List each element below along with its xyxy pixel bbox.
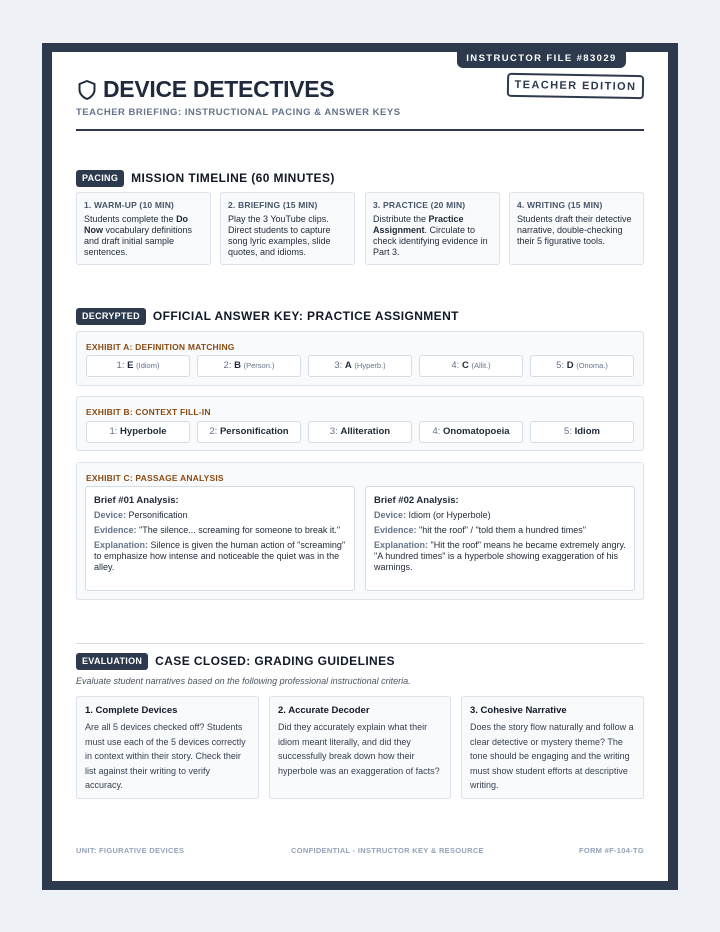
evaluation-intro: Evaluate student narratives based on the following professional instructional criteria.: [76, 676, 411, 686]
timeline-card-heading: 2. BRIEFING (15 MIN): [228, 200, 318, 210]
timeline-card-body: Students complete the Do Now vocabulary definitions and draft initial sample sentences.: [84, 214, 193, 257]
exhibit-b-label: EXHIBIT B: CONTEXT FILL-IN: [86, 407, 211, 417]
criteria-body: Did they accurately explain what their idiom meant literally, and did they successfully break down how their hyperbole was an exaggeration of facts?: [278, 722, 440, 776]
matching-answer-3: 3: A (Hyperb.): [308, 355, 412, 377]
pacing-badge: PACING: [76, 170, 124, 187]
timeline-card-warmup: [76, 192, 211, 265]
fill-in-answer-4: 4: Onomatopoeia: [419, 421, 523, 443]
criteria-heading: 2. Accurate Decoder: [278, 705, 370, 716]
fill-in-answer-3: 3: Alliteration: [308, 421, 412, 443]
fill-in-answer-5: 5: Idiom: [530, 421, 634, 443]
fill-in-answer-1: 1: Hyperbole: [86, 421, 190, 443]
page-title: DEVICE DETECTIVES: [103, 76, 335, 102]
matching-answer-2: 2: B (Person.): [197, 355, 301, 377]
matching-answer-1: 1: E (Idiom): [86, 355, 190, 377]
exhibit-c-label: EXHIBIT C: PASSAGE ANALYSIS: [86, 473, 224, 483]
matching-answer-5: 5: D (Onoma.): [530, 355, 634, 377]
timeline-card-practice: [365, 192, 500, 265]
brief-device: Device: Personification: [94, 510, 188, 520]
answer-key-section-header: [76, 307, 459, 325]
teacher-edition-stamp: TEACHER EDITION: [507, 73, 644, 99]
instructor-file-tab: INSTRUCTOR FILE #83029: [457, 50, 626, 68]
brief-explanation: Explanation: "Hit the roof" means he became extremely angry. "A hundred times" is a hyperbole showing exaggeration of his warnings.: [374, 540, 626, 572]
brief-title: Brief #01 Analysis:: [94, 495, 179, 506]
criteria-heading: 3. Cohesive Narrative: [470, 705, 567, 716]
timeline-card-body: Distribute the Practice Assignment. Circulate to check identifying evidence in Part 3.: [373, 214, 488, 257]
shield-icon: [78, 80, 96, 100]
timeline-card-heading: 1. WARM-UP (10 MIN): [84, 200, 175, 210]
brief-title: Brief #02 Analysis:: [374, 495, 459, 506]
timeline-card-heading: 4. WRITING (15 MIN): [517, 200, 603, 210]
timeline-card-briefing: [220, 192, 355, 265]
brief-evidence: Evidence: "hit the roof" / "told them a hundred times": [374, 525, 586, 535]
page-subtitle: TEACHER BRIEFING: INSTRUCTIONAL PACING & ANSWER KEYS: [76, 107, 401, 118]
brief-02-analysis: [365, 486, 635, 591]
criteria-body: Are all 5 devices checked off? Students must use each of the 5 devices correctly in context within their story. Check their list against their writing to verify accuracy.: [85, 722, 246, 790]
decrypted-badge: DECRYPTED: [76, 308, 146, 325]
criteria-heading: 1. Complete Devices: [85, 705, 178, 716]
evaluation-title: CASE CLOSED: GRADING GUIDELINES: [155, 654, 395, 668]
evaluation-section-header: [76, 652, 395, 670]
matching-answer-4: 4: C (Allit.): [419, 355, 523, 377]
brief-device: Device: Idiom (or Hyperbole): [374, 510, 491, 520]
footer-confidential: CONFIDENTIAL - INSTRUCTOR KEY & RESOURCE: [291, 846, 484, 855]
footer-form-number: FORM #F-104-TG: [578, 846, 644, 855]
timeline-card-body: Play the 3 YouTube clips. Direct students to capture song lyric examples, slide quotes, and idioms.: [228, 214, 331, 257]
criteria-card-accurate-decoder: [269, 696, 451, 799]
timeline-card-body: Students draft their detective narrative, double-checking their 5 figurative tools.: [517, 214, 632, 246]
fill-in-answer-2: 2: Personification: [197, 421, 301, 443]
pacing-section-header: [76, 169, 335, 187]
timeline-card-writing: [509, 192, 644, 265]
criteria-body: Does the story flow naturally and follow a clear detective or mystery theme? The tone should be engaging and the writing must show student efforts at descriptive writing.: [470, 722, 634, 790]
exhibit-a-label: EXHIBIT A: DEFINITION MATCHING: [86, 342, 235, 352]
header-divider: [76, 129, 644, 131]
answer-key-title: OFFICIAL ANSWER KEY: PRACTICE ASSIGNMENT: [152, 309, 459, 323]
brief-evidence: Evidence: "The silence... screaming for someone to break it.": [94, 525, 341, 535]
brief-explanation: Explanation: Silence is given the human action of "screaming" to emphasize how intense and noticeable the quiet was in the alley.: [94, 540, 346, 572]
pacing-title: MISSION TIMELINE (60 MINUTES): [131, 171, 335, 185]
criteria-card-cohesive-narrative: [461, 696, 644, 799]
footer-unit: UNIT: FIGURATIVE DEVICES: [76, 846, 185, 855]
brief-01-analysis: [85, 486, 355, 591]
section-divider: [76, 643, 644, 644]
evaluation-badge: EVALUATION: [76, 653, 148, 670]
timeline-card-heading: 3. PRACTICE (20 MIN): [373, 200, 466, 210]
criteria-card-complete-devices: [76, 696, 259, 799]
